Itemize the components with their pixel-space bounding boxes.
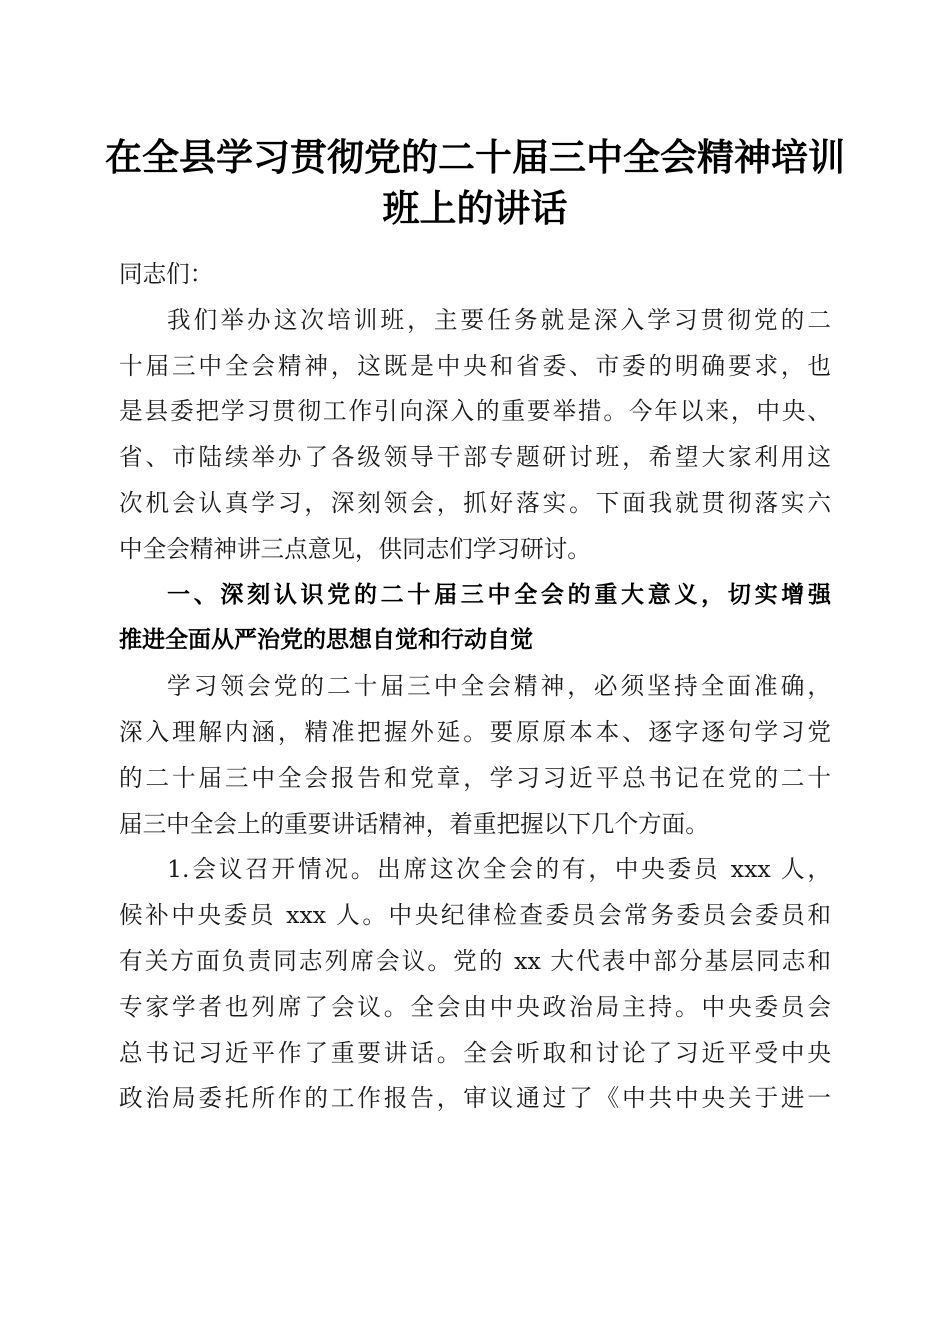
document-title (100, 132, 850, 234)
title-line-2: 班上的讲话 (382, 186, 568, 230)
salutation: 同志们： (119, 260, 214, 288)
paragraph-line: 1.会议召开情况。出席这次全会的有，中央委员 xxx 人， (167, 855, 831, 884)
paragraph-line: 专家学者也列席了会议。全会由中央政治局主持。中央委员会 (119, 992, 831, 1021)
paragraph-meeting (119, 847, 831, 1122)
paragraph-intro (119, 298, 831, 573)
paragraph-study (119, 664, 831, 847)
title-line-1: 在全县学习贯彻党的二十届三中全会精神培训 (105, 135, 845, 179)
paragraph-line: 十届三中全会精神，这既是中央和省委、市委的明确要求，也 (119, 351, 831, 380)
paragraph-line: 省、市陆续举办了各级领导干部专题研讨班，希望大家利用这 (119, 443, 831, 472)
section-heading-1 (119, 573, 831, 665)
paragraph-line: 学习领会党的二十届三中全会精神，必须坚持全面准确， (167, 672, 831, 701)
heading-line: 推进全面从严治党的思想自觉和行动自觉 (119, 627, 533, 654)
paragraph-line: 的二十届三中全会报告和党章，学习习近平总书记在党的二十 (119, 763, 831, 792)
paragraph-line: 是县委把学习贯彻工作引向深入的重要举措。今年以来，中央、 (119, 397, 831, 426)
heading-line: 一、深刻认识党的二十届三中全会的重大意义，切实增强 (167, 581, 831, 608)
paragraph-line: 次机会认真学习，深刻领会，抓好落实。下面我就贯彻落实六 (119, 488, 831, 517)
paragraph-line: 政治局委托所作的工作报告，审议通过了《中共中央关于进一 (119, 1084, 831, 1113)
paragraph-line: 总书记习近平作了重要讲话。全会听取和讨论了习近平受中央 (119, 1038, 831, 1067)
paragraph-line: 有关方面负责同志列席会议。党的 xx 大代表中部分基层同志和 (119, 946, 831, 975)
paragraph-line: 届三中全会上的重要讲话精神，着重把握以下几个方面。 (119, 809, 709, 838)
paragraph-line: 候补中央委员 xxx 人。中央纪律检查委员会常务委员会委员和 (119, 901, 831, 930)
paragraph-line: 我们举办这次培训班，主要任务就是深入学习贯彻党的二 (167, 305, 831, 334)
document-body (119, 252, 831, 1122)
paragraph-line: 中全会精神讲三点意见，供同志们学习研讨。 (119, 534, 591, 563)
paragraph-line: 深入理解内涵，精准把握外延。要原原本本、逐字逐句学习党 (119, 717, 831, 746)
